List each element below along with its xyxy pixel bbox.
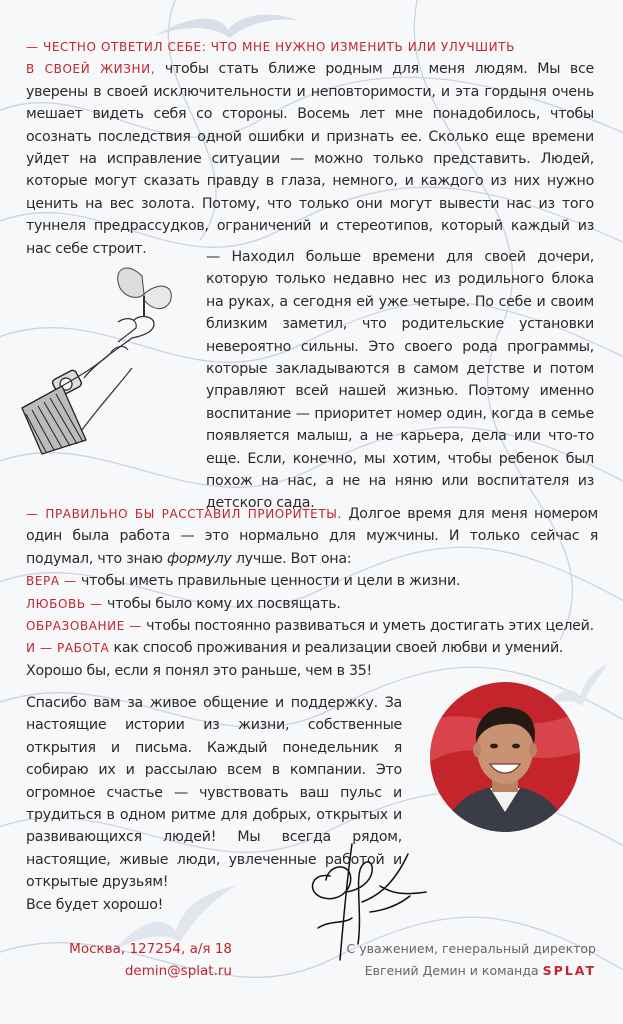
paragraph-text: чтобы стать ближе родным для меня людям. Мы все уверены в своей исключительности и неповторимости, и эта гордыня очень мешает видеть себя со стороны. Восемь лет мне понадобилось, чтобы осознать последствия одной ошибки и признать ее. Сколько еще времени уйдет на исправление ситуации — можно только представить. Людей, которые могут сказать правду в глаза, немного, и каждого из них нужно ценить на вес золота. Потому, что только они могут вывести нас из того туннеля предрассудков, ограничений и стереотипов, который каждый из нас себе строит. bbox=[26, 61, 594, 257]
paragraph-text: Спасибо вам за живое общение и поддержку. За настоящие истории из жизни, собственные открытия и письма. Каждый понедельник я собираю их и рассылаю всем в компании. Это огромное счастье — чувствовать ваш пульс и трудиться в одном ритме для добрых, открытых и развивающихся людей! Мы всегда рядом, настоящие, живые люди, увлеченные работой и открытые друзьям! bbox=[26, 695, 402, 891]
list-item-label: ЛЮБОВЬ — bbox=[26, 596, 103, 611]
signer-line bbox=[312, 960, 596, 982]
list-item bbox=[26, 637, 598, 659]
closing-line: Хорошо бы, если я понял это раньше, чем в 35! bbox=[26, 662, 372, 679]
paragraph-text: лучше. Вот она: bbox=[231, 550, 352, 567]
list-item-text: чтобы было кому их посвящать. bbox=[102, 595, 341, 612]
list-item bbox=[26, 615, 598, 637]
list-item bbox=[26, 570, 598, 592]
accent-heading-honesty-cont: В СВОЕЙ ЖИЗНИ, bbox=[26, 62, 156, 77]
postal-address: Москва, 127254, а/я 18 bbox=[69, 941, 232, 957]
regards-line: С уважением, генеральный директор bbox=[346, 941, 596, 956]
accent-heading-honesty: — ЧЕСТНО ОТВЕТИЛ СЕБЕ: ЧТО МНЕ НУЖНО ИЗМЕНИТЬ ИЛИ УЛУЧШИТЬ bbox=[26, 40, 515, 54]
list-item-text: чтобы постоянно развиваться и уметь достигать этих целей. bbox=[141, 618, 594, 635]
list-item-text: как способ проживания и реализации своей любви и умений. bbox=[109, 640, 564, 657]
paragraph-text: Долгое время для меня номером один была работа — это нормально для мужчины. И только сейчас я подумал, что знаю bbox=[26, 506, 598, 567]
paragraph-daughter: — Находил больше времени для своей дочери, которую только недавно нес из родильного блока на руках, а сегодня ей уже четыре. По себе и своим близким заметил, что родительские установки невероятно сильны. Это своего рода программы, которые закладываются в самом детстве и потом управляют всей нашей жизнью. Поэтому именно воспитание — приоритет номер один, когда в семье появляется малыш, а не карьера, дела или что-то еще. Если, конечно, мы хотим, чтобы ребенок был похож на нас, а не на няню или воспитателя из детского сада. bbox=[206, 249, 594, 512]
author-portrait-photo bbox=[430, 682, 580, 832]
butterfly-icon bbox=[118, 268, 172, 316]
brand-logo: SPLAT bbox=[542, 963, 596, 978]
accent-heading-priorities: — ПРАВИЛЬНО БЫ РАССТАВИЛ ПРИОРИТЕТЫ. bbox=[26, 507, 342, 521]
paragraph-priorities bbox=[26, 503, 598, 682]
list-item-label: ВЕРА — bbox=[26, 574, 77, 589]
farewell-line: Все будет хорошо! bbox=[26, 896, 164, 913]
signer-name: Евгений Демин и команда bbox=[364, 963, 539, 978]
list-item-label: ОБРАЗОВАНИЕ — bbox=[26, 619, 142, 634]
email-link[interactable]: demin@splat.ru bbox=[124, 963, 232, 979]
signature-caption bbox=[312, 938, 596, 982]
paragraph-honesty bbox=[26, 36, 594, 260]
hand-with-butterfly-illustration bbox=[14, 258, 194, 458]
contact-block bbox=[26, 938, 232, 982]
list-item-label: И — РАБОТА bbox=[26, 641, 110, 656]
list-item-text: чтобы иметь правильные ценности и цели в жизни. bbox=[76, 573, 461, 590]
formula-word: формулу bbox=[166, 550, 232, 567]
list-item bbox=[26, 593, 598, 615]
